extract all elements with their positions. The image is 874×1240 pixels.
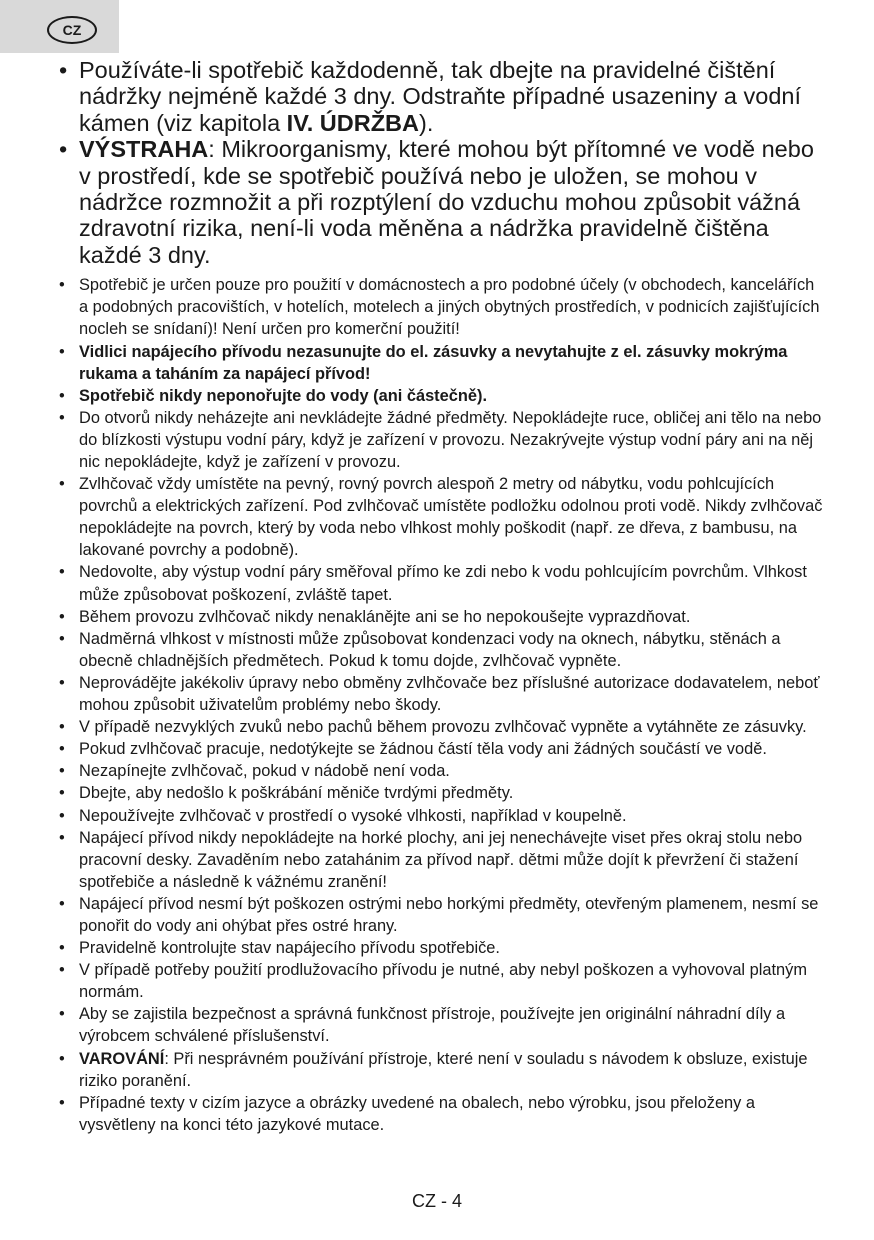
list-item xyxy=(57,473,827,561)
item-text: Do otvorů nikdy neházejte ani nevkládejte žádné předměty. Nepokládejte ruce, obličej ani tělo na nebo do blízkosti výstupu vodní páry, když je zařízení v provozu. Nezakrývejte výstup vodní páry ani na něj nic nepokládejte, když je zařízení v provozu. xyxy=(79,408,822,471)
item-text: Zvlhčovač vždy umístěte na pevný, rovný povrch alespoň 2 metry od nábytku, vodu pohlcujících povrchů a elektrických zařízení. Pod zvlhčovač umístěte podložku odolnou proti vodě. Nikdy zvlhčovač nepokládejte na povrch, který by voda nebo vlhkost mohly poškodit (např. ze dřeva, z bambusu, na lakované povrchy a podobně). xyxy=(79,475,823,560)
bullet-list xyxy=(57,57,827,1136)
bold-text: IV. ÚDRŽBA xyxy=(286,109,419,136)
item-text: : Při nesprávném používání přístroje, které není v souladu s návodem k obsluze, existuje riziko poranění. xyxy=(79,1049,808,1090)
item-text: Spotřebič je určen pouze pro použití v domácnostech a pro podobné účely (v obchodech, kancelářích a podobných pracovištích, v hotelích, motelech a jiných obytných prostředích, v podnicích zajišťujících nocleh se snídaní)! Není určen pro komerční použití! xyxy=(79,276,820,339)
list-item xyxy=(57,1003,827,1047)
list-item xyxy=(57,57,827,136)
list-item xyxy=(57,738,827,760)
bold-text: VÝSTRAHA xyxy=(79,136,209,163)
list-item xyxy=(57,1048,827,1092)
list-item xyxy=(57,561,827,605)
list-item xyxy=(57,782,827,804)
list-item xyxy=(57,959,827,1003)
item-text: Nadměrná vlhkost v místnosti může způsobovat kondenzaci vody na oknech, nábytku, stěnách a obecně chladnějších předmětech. Pokud k tomu dojde, zvlhčovač vypněte. xyxy=(79,629,781,670)
item-text: Napájecí přívod nikdy nepokládejte na horké plochy, ani jej nenechávejte viset přes okraj stolu nebo pracovní desky. Zavaděním nebo zatahánim za přívod např. dětmi může dojít k převržení či stažení spotřebiče a následně k vážnému zranění! xyxy=(79,828,803,891)
bold-text: Spotřebič nikdy neponořujte do vody (ani částečně). xyxy=(79,386,488,405)
list-item xyxy=(57,628,827,672)
item-text: Během provozu zvlhčovač nikdy nenaklánějte ani se ho nepokoušejte vyprazdňovat. xyxy=(79,607,691,626)
list-item xyxy=(57,385,827,407)
list-item xyxy=(57,1092,827,1136)
language-badge: CZ xyxy=(47,16,97,44)
list-item xyxy=(57,407,827,473)
item-text: ). xyxy=(419,109,434,136)
bold-text: Vidlici napájecího přívodu nezasunujte do el. zásuvky a nevytahujte z el. zásuvky mokrýma rukama a taháním za napájecí přívod! xyxy=(79,342,788,383)
item-text: Pokud zvlhčovač pracuje, nedotýkejte se žádnou částí těla vody ani žádných součástí ve vodě. xyxy=(79,740,767,759)
item-text: Používáte-li spotřebič každodenně, tak dbejte na pravidelné čištění nádržky nejméně každé 3 dny. Odstraňte případné usazeniny a vodní kámen (viz kapitola xyxy=(79,57,801,136)
list-item xyxy=(57,893,827,937)
item-text: Pravidelně kontrolujte stav napájecího přívodu spotřebiče. xyxy=(79,939,500,958)
list-item xyxy=(57,827,827,893)
item-text: Neprovádějte jakékoliv úpravy nebo obměny zvlhčovače bez příslušné autorizace dodavatelem, neboť mohou způsobit uživatelům problémy nebo škody. xyxy=(79,673,820,715)
item-text: : Mikroorganismy, které mohou být přítomné ve vodě nebo v prostředí, kde se spotřebič používá nebo je uložen, se mohou v nádržce rozmnožit a při rozptýlení do vzduchu mohou způsobit vážná zdravotní rizika, není-li voda měněna a nádržka pravidelně čištěna každé 3 dny. xyxy=(79,136,814,268)
bold-text: VAROVÁNÍ xyxy=(79,1049,165,1068)
list-item xyxy=(57,716,827,738)
list-item xyxy=(57,136,827,268)
list-item xyxy=(57,606,827,628)
list-item xyxy=(57,274,827,340)
page-number: CZ - 4 xyxy=(411,1191,462,1211)
list-item xyxy=(57,805,827,827)
item-text: Případné texty v cizím jazyce a obrázky uvedené na obalech, nebo výrobku, jsou přeloženy a vysvětleny na konci této jazykové mutace. xyxy=(79,1093,756,1134)
list-item xyxy=(57,937,827,959)
item-text: V případě nezvyklých zvuků nebo pachů během provozu zvlhčovač vypněte a vytáhněte ze zásuvky. xyxy=(79,718,807,737)
item-text: V případě potřeby použití prodlužovacího přívodu je nutné, aby nebyl poškozen a vyhovoval platným normám. xyxy=(79,961,808,1002)
item-text: Nedovolte, aby výstup vodní páry směřoval přímo ke zdi nebo k vodu pohlcujícím povrchům. Vlhkost může způsobovat poškození, zvláště tapet. xyxy=(79,563,807,604)
item-text: Aby se zajistila bezpečnost a správná funkčnost přístroje, používejte jen originální náhradní díly a výrobcem schválené příslušenství. xyxy=(79,1005,786,1046)
item-text: Nezapínejte zvlhčovač, pokud v nádobě není voda. xyxy=(79,762,450,781)
list-item xyxy=(57,341,827,385)
item-text: Napájecí přívod nesmí být poškozen ostrými nebo horkými předměty, otevřeným plamenem, nesmí se ponořit do vody ani ohýbat přes ostré hrany. xyxy=(79,894,819,935)
safety-instructions xyxy=(57,57,827,1136)
item-text: Nepoužívejte zvlhčovač v prostředí o vysoké vlhkosti, například v koupelně. xyxy=(79,806,627,825)
list-item xyxy=(57,672,827,716)
list-item xyxy=(57,760,827,782)
item-text: Dbejte, aby nedošlo k poškrábání měniče tvrdými předměty. xyxy=(79,784,514,803)
language-tab xyxy=(0,0,119,53)
